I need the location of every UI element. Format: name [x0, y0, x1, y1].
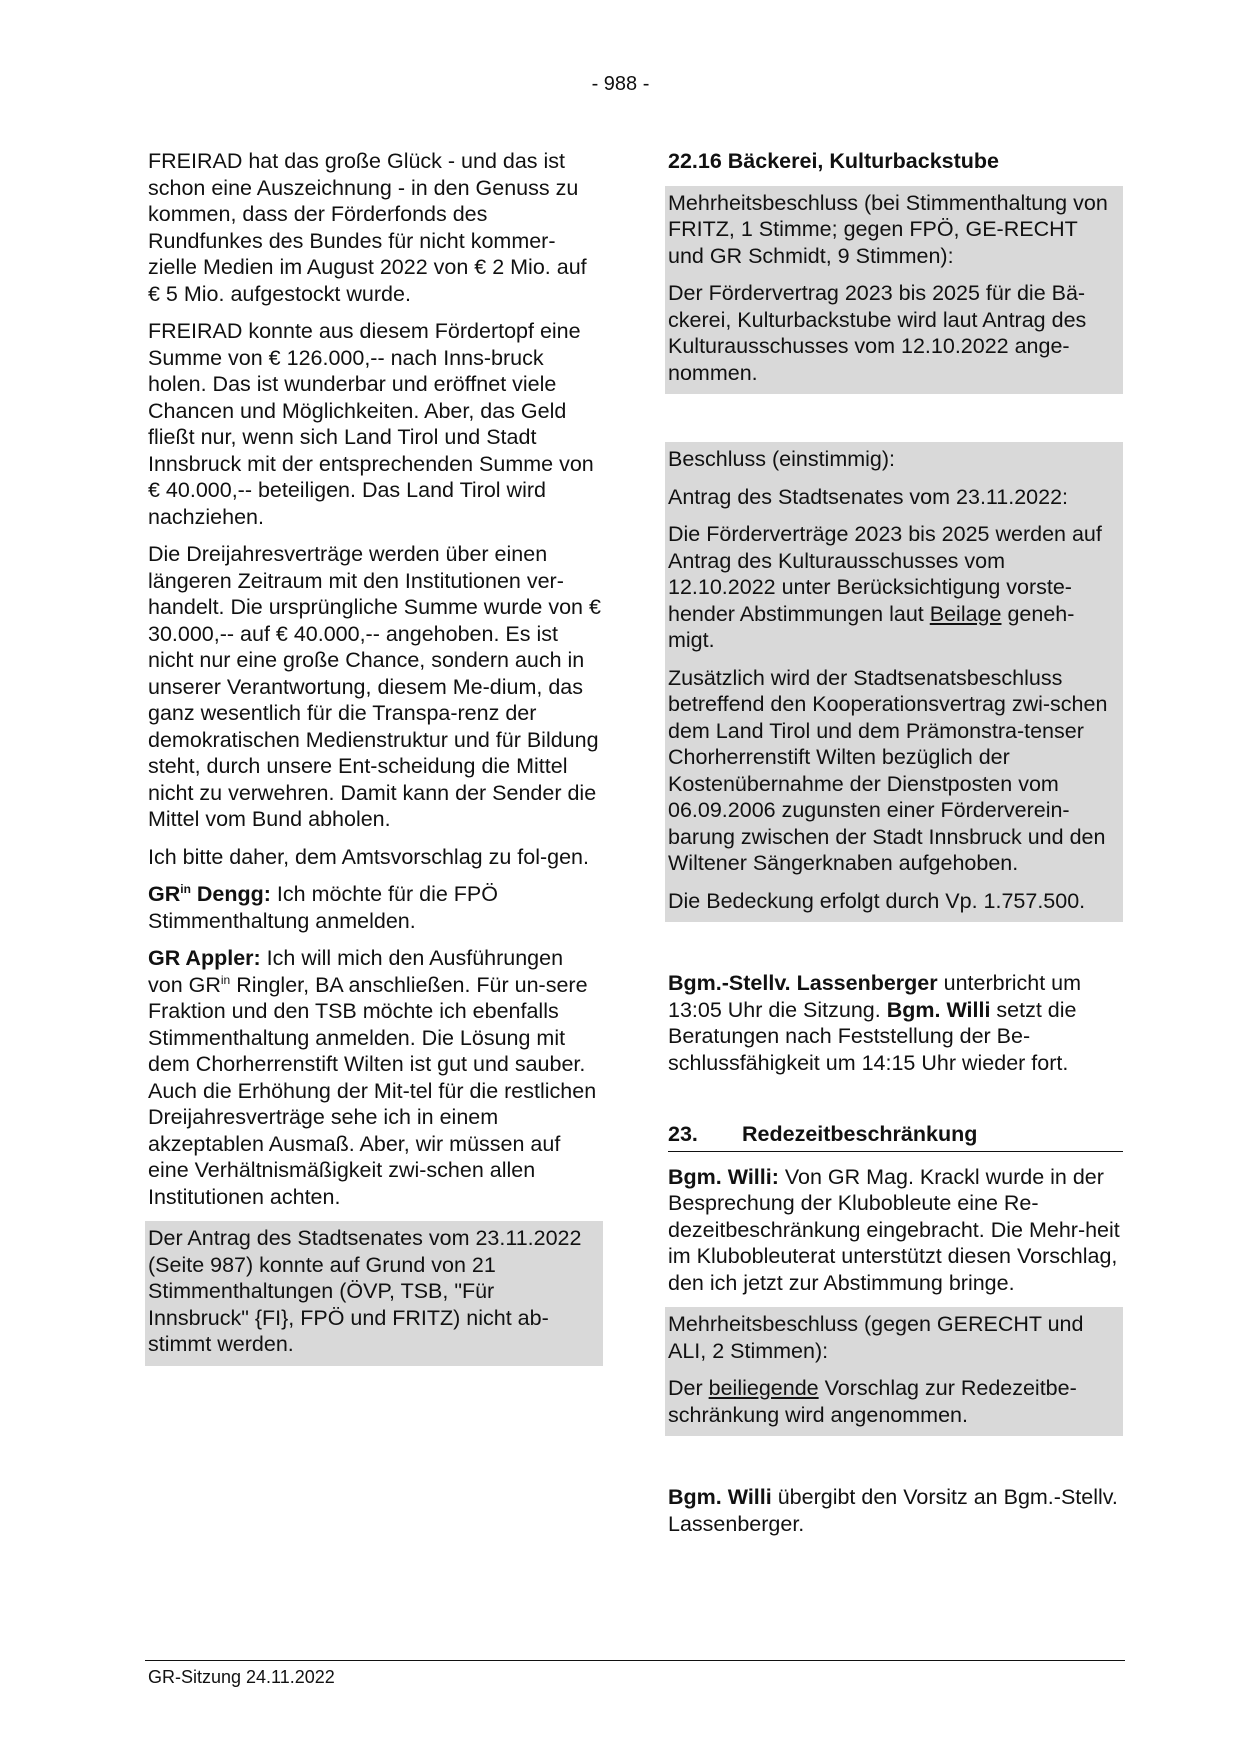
- decision-majority: Mehrheitsbeschluss (gegen GERECHT und ALI, 2 Stimmen):: [668, 1312, 1084, 1363]
- speaker-appler: GR Appler:: [148, 946, 261, 970]
- decision-box-speaking-time: [665, 1307, 1123, 1436]
- right-column: [668, 148, 1123, 1548]
- left-column: [148, 148, 603, 1366]
- decision-box-baeckerei: [665, 186, 1123, 395]
- decision-unanimous: Beschluss (einstimmig):: [668, 447, 895, 471]
- decision-box-not-voted: [145, 1221, 603, 1366]
- section-heading-22-16: 22.16 Bäckerei, Kulturbackstube: [668, 149, 1000, 173]
- decision-text: Der Antrag des Stadtsenates vom 23.11.2022 (Seite 987) konnte auf Grund von 21 Stimmenthaltungen (ÖVP, TSB, "Für Innsbruck" {FI}, FPÖ und FRITZ) nicht ab-stimmt werden.: [148, 1226, 582, 1356]
- beilage-link: Beilage: [929, 601, 1002, 626]
- page-number: - 988 -: [591, 73, 650, 95]
- section-number: 23.: [668, 1122, 698, 1146]
- decision-text: Die Förderverträge 2023 bis 2025 werden auf Antrag des Kulturausschusses vom 12.10.2022 unter Berücksichtigung vorste-hender Abstimmungen laut Beilage geneh-migt.: [668, 522, 1102, 652]
- decision-coverage: Die Bedeckung erfolgt durch Vp. 1.757.500.: [668, 888, 1086, 913]
- decision-additional: Zusätzlich wird der Stadtsenatsbeschluss betreffend den Kooperationsvertrag zwi-schen dem Land Tirol und dem Prämonstra-tenser Chorherrenstift Wilten bezüglich der Kostenübernahme der Dienstposten vom 06.09.2006 zugunsten einer Förderverein-barung zwischen der Stadt Innsbruck und den Wiltener Sängerknaben aufgehoben.: [668, 665, 1108, 875]
- decision-request: Antrag des Stadtsenates vom 23.11.2022:: [668, 484, 1069, 509]
- paragraph-request: Ich bitte daher, dem Amtsvorschlag zu fol-gen.: [148, 844, 589, 869]
- decision-box-unanimous: [665, 442, 1123, 922]
- session-pause-note: Bgm.-Stellv. Lassenberger unterbricht um 13:05 Uhr die Sitzung. Bgm. Willi setzt die Beratungen nach Feststellung der Be-schlussfähigkeit um 14:15 Uhr wieder fort.: [668, 971, 1082, 1075]
- statement-appler: GR Appler: Ich will mich den Ausführungen von $GR^{in}$ Ringler, BA anschließen. Für un-sere Fraktion und den TSB möchte ich ebenfalls Stimmenthaltung anmelden. Die Lösung mit dem Chorherrenstift Wilten ist gut und sauber. Auch die Erhöhung der Mit-tel für die restlichen Dreijahresverträge sehe ich in einem akzeptablen Ausmaß. Aber, wir müssen auf eine Verhältnismäßigkeit zwi-schen allen Institutionen achten.: [148, 946, 597, 1209]
- speaker-willi: Bgm. Willi:: [668, 1164, 779, 1189]
- footer-session-date: GR-Sitzung 24.11.2022: [148, 1667, 335, 1687]
- paragraph-freirad-sum: FREIRAD konnte aus diesem Fördertopf eine Summe von € 126.000,-- nach Inns-bruck holen. Das ist wunderbar und eröffnet viele Chancen und Möglichkeiten. Aber, das Geld fließt nur, wenn sich Land Tirol und Stadt Innsbruck mit der entsprechenden Summe von € 40.000,-- beteiligen. Das Land Tirol wird nachziehen.: [148, 319, 594, 529]
- decision-text: Der beiliegende Vorschlag zur Redezeitbe-schränkung wird angenommen.: [668, 1376, 1077, 1427]
- footer-divider: [145, 1660, 1125, 1661]
- paragraph-freirad-funding: FREIRAD hat das große Glück - und das ist schon eine Auszeichnung - in den Genuss zu kommen, dass der Förderfonds des Rundfunkes des Bundes für nicht kommer-zielle Medien im August 2022 von € 2 Mio. auf € 5 Mio. aufgestockt wurde.: [148, 149, 587, 306]
- decision-text: Der Fördervertrag 2023 bis 2025 für die Bä-ckerei, Kulturbackstube wird laut Antrag des Kulturausschusses vom 12.10.2022 ange-nommen.: [668, 281, 1087, 385]
- speaker-dengg: $GR^{in}$ Dengg:: [148, 881, 271, 906]
- section-heading-23: [668, 1121, 1123, 1152]
- section-title: Redezeitbeschränkung: [742, 1122, 978, 1146]
- beiliegende-link: beiliegende: [708, 1376, 819, 1400]
- paragraph-three-year-contracts: Die Dreijahresverträge werden über einen längeren Zeitraum mit den Institutionen ver-handelt. Die ursprüngliche Summe wurde von € 30.000,-- auf € 40.000,-- angehoben. Es ist nicht nur eine große Chance, sondern auch in unserer Verantwortung, diesem Me-dium, das ganz wesentlich für die Transpa-renz der demokratischen Medienstruktur und für Bildung steht, durch unsere Ent-scheidung die Mittel nicht zu verwehren. Damit kann der Sender die Mittel vom Bund abholen.: [148, 542, 601, 831]
- chair-handover-note: Bgm. Willi übergibt den Vorsitz an Bgm.-Stellv. Lassenberger.: [668, 1485, 1118, 1536]
- statement-willi: Bgm. Willi: Von GR Mag. Krackl wurde in der Besprechung der Klubobleute eine Re-dezeitbeschränkung eingebracht. Die Mehr-heit im Klubobleuterat unterstützt diesen Vorschlag, den ich jetzt zur Abstimmung bringe.: [668, 1164, 1120, 1295]
- decision-majority: Mehrheitsbeschluss (bei Stimmenthaltung von FRITZ, 1 Stimme; gegen FPÖ, GE-RECHT und GR Schmidt, 9 Stimmen):: [668, 190, 1108, 268]
- statement-dengg: $GR^{in}$ Dengg: Ich möchte für die FPÖ Stimmenthaltung anmelden.: [148, 881, 498, 933]
